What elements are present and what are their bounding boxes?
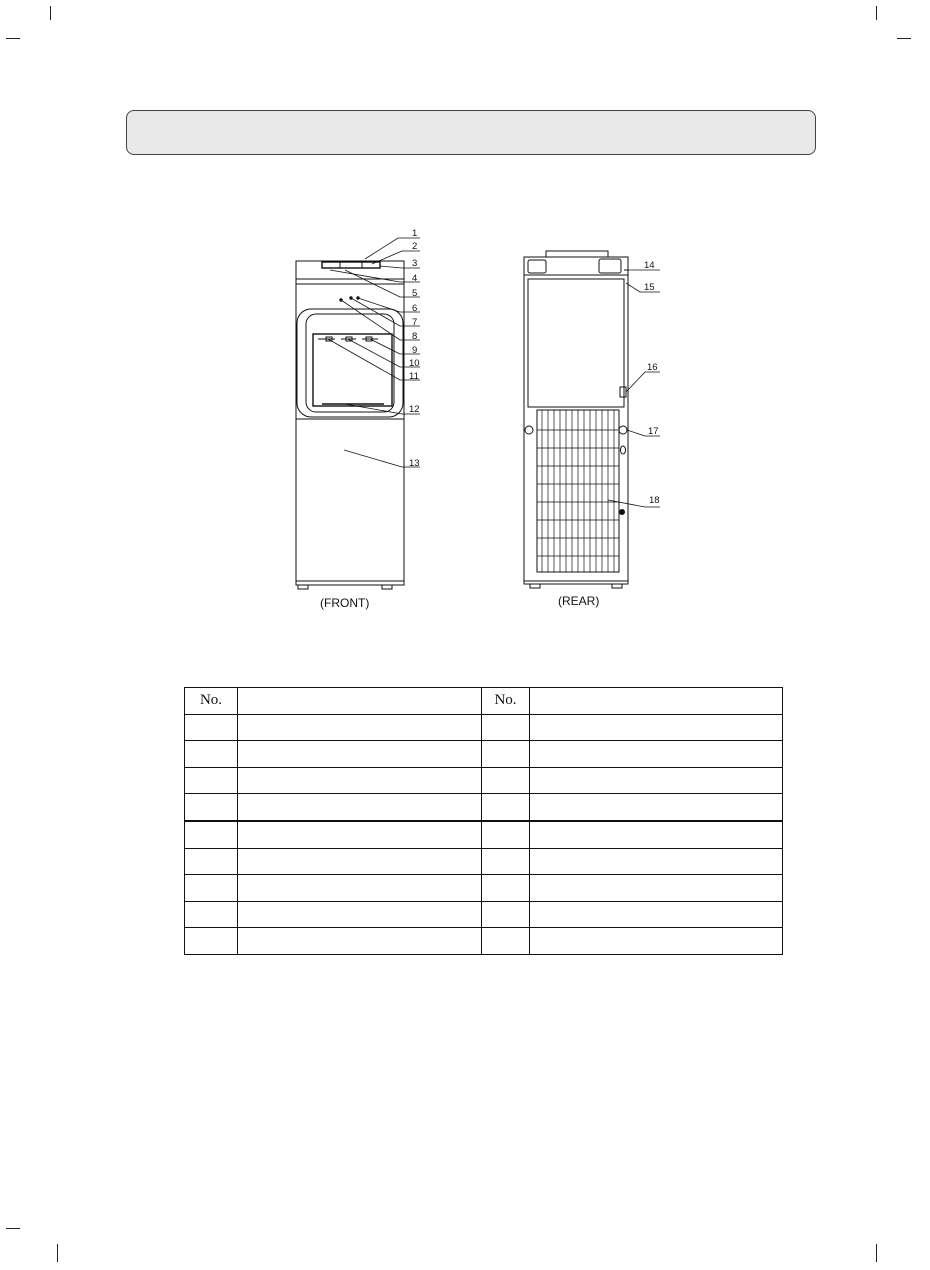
callout-11: 11 (409, 371, 419, 382)
callout-3: 3 (412, 258, 418, 269)
callout-17: 17 (648, 426, 659, 437)
callout-10: 10 (409, 358, 420, 369)
cell (530, 767, 783, 794)
callout-1: 1 (412, 228, 418, 239)
callout-4: 4 (412, 273, 418, 284)
cell (185, 848, 238, 875)
cell (482, 901, 530, 928)
table-header-row (185, 688, 783, 715)
callout-18: 18 (649, 495, 660, 506)
cell (530, 794, 783, 821)
callout-13: 13 (409, 458, 420, 469)
table-row (185, 794, 783, 821)
rear-caption: (REAR) (558, 594, 600, 608)
header-no: No. (482, 688, 530, 715)
cell (185, 875, 238, 902)
callout-2: 2 (412, 241, 418, 252)
cell (530, 741, 783, 768)
cell (185, 901, 238, 928)
callout-7: 7 (412, 317, 418, 328)
cell (530, 821, 783, 848)
table-row (185, 928, 783, 955)
table-row (185, 767, 783, 794)
cell (185, 767, 238, 794)
cell (530, 901, 783, 928)
cell (185, 794, 238, 821)
cell (238, 741, 482, 768)
table-row (185, 901, 783, 928)
table-row (185, 848, 783, 875)
cell (238, 848, 482, 875)
callout-8: 8 (412, 331, 418, 342)
parts-table (184, 687, 783, 955)
callout-9: 9 (412, 345, 418, 356)
cell (185, 741, 238, 768)
callout-14: 14 (644, 260, 655, 271)
cell (482, 714, 530, 741)
front-caption: (FRONT) (320, 596, 370, 610)
table-row (185, 714, 783, 741)
header-name (238, 688, 482, 715)
callout-15: 15 (644, 282, 655, 293)
header-name (530, 688, 783, 715)
table-row (185, 741, 783, 768)
cell (530, 714, 783, 741)
cell (238, 928, 482, 955)
cell (238, 794, 482, 821)
callout-16: 16 (647, 362, 658, 373)
front-leader-lines (328, 238, 420, 467)
callout-12: 12 (409, 404, 420, 415)
cell (482, 794, 530, 821)
cell (238, 821, 482, 848)
cell (530, 848, 783, 875)
callout-6: 6 (412, 303, 418, 314)
cell (530, 875, 783, 902)
cell (530, 928, 783, 955)
rear-view (524, 251, 628, 588)
table-row (185, 875, 783, 902)
cell (482, 821, 530, 848)
cell (482, 767, 530, 794)
cell (482, 848, 530, 875)
cell (482, 928, 530, 955)
cell (185, 928, 238, 955)
rear-leader-lines (608, 270, 660, 507)
cell (482, 741, 530, 768)
cell (185, 714, 238, 741)
cell (185, 821, 238, 848)
cell (482, 875, 530, 902)
cell (238, 714, 482, 741)
cell (238, 901, 482, 928)
front-view (296, 261, 404, 589)
header-no: No. (185, 688, 238, 715)
callout-5: 5 (412, 288, 418, 299)
cell (238, 767, 482, 794)
table-row (185, 821, 783, 848)
cell (238, 875, 482, 902)
